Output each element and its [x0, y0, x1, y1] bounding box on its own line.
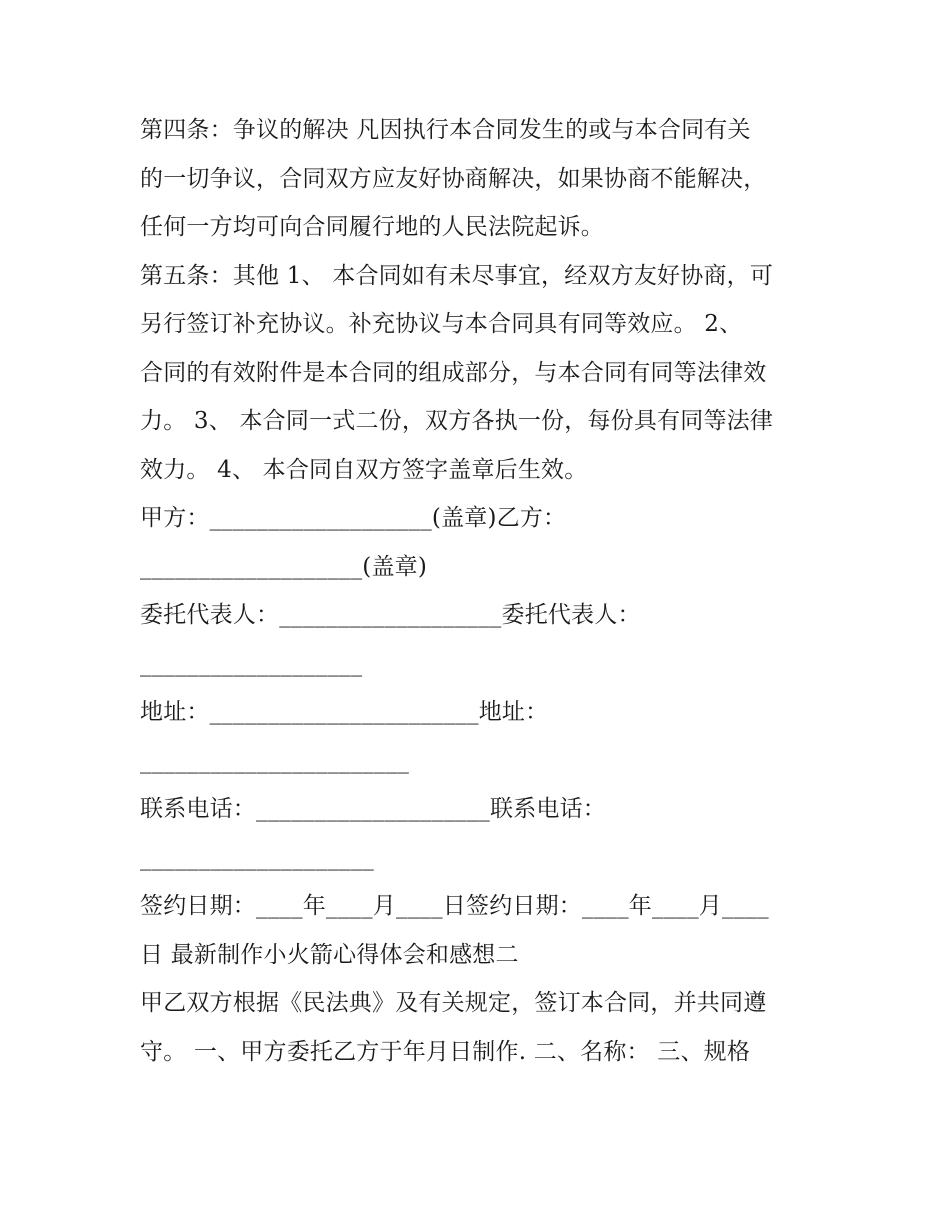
section-title-line: 日 最新制作小火箭心得体会和感想二	[140, 941, 519, 968]
address-b-line: _______________________	[140, 747, 410, 774]
text-line-4: 第五条：其他 1、 本合同如有未尽事宜，经双方友好协商，可	[140, 262, 774, 289]
text-line-8: 效力。 4、 本合同自双方签字盖章后生效。	[140, 456, 588, 483]
representative-b-line: ___________________	[140, 650, 363, 677]
sign-date-line: 签约日期：____年____月____日签约日期：____年____月____	[140, 893, 769, 919]
party-b-seal-line: ___________________(盖章)	[140, 553, 428, 580]
text-line-3: 任何一方均可向合同履行地的人民法院起诉。	[140, 214, 604, 240]
party-a-line: 甲方：___________________(盖章)乙方：	[140, 505, 567, 531]
text-line-1: 第四条：争议的解决 凡因执行本合同发生的或与本合同有关	[140, 117, 751, 143]
text-line-6: 合同的有效附件是本合同的组成部分，与本合同有同等法律效	[140, 359, 767, 386]
text-line-19: 甲乙双方根据《民法典》及有关规定，签订本合同，并共同遵	[140, 990, 767, 1016]
address-line: 地址：_______________________地址：	[140, 699, 549, 725]
phone-b-line: ____________________	[140, 844, 374, 871]
text-line-7: 力。 3、 本合同一式二份，双方各执一份，每份具有同等法律	[140, 408, 774, 434]
representative-line: 委托代表人：___________________委托代表人：	[140, 602, 641, 628]
text-line-20: 守。 一、甲方委托乙方于年月日制作. 二、名称： 三、规格	[140, 1038, 751, 1065]
document-page	[140, 106, 820, 1076]
phone-line: 联系电话：____________________联系电话：	[140, 796, 606, 822]
text-line-2: 的一切争议，合同双方应友好协商解决，如果协商不能解决，	[140, 165, 767, 192]
text-line-5: 另行签订补充协议。补充协议与本合同具有同等效应。 2、	[140, 311, 743, 337]
